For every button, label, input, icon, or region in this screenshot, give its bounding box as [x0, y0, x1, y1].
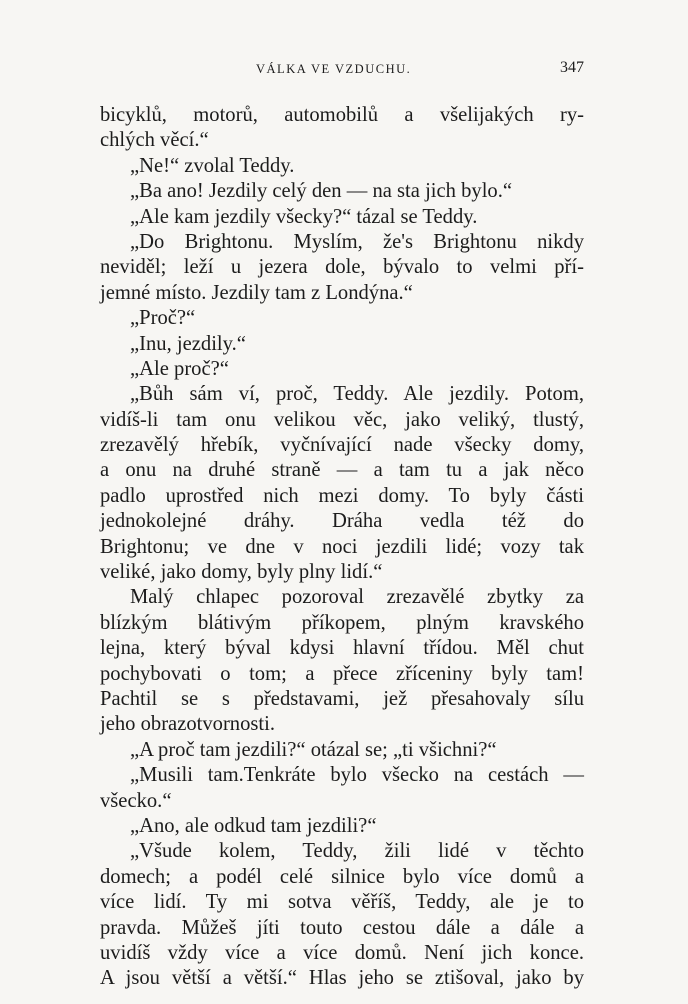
text-line: „A proč tam jezdili?“ otázal se; „ti všichni?“	[130, 738, 497, 761]
text-line: „Do Brightonu. Myslím, že's Brightonu nikdy	[130, 230, 584, 253]
text-line: blízkým blátivým příkopem, plným kravského	[100, 611, 584, 634]
text-line: „Bůh sám ví, proč, Teddy. Ale jezdily. Potom,	[130, 383, 584, 406]
text-line: „Ne!“ zvolal Teddy.	[130, 154, 295, 177]
text-line: „Inu, jezdily.“	[130, 332, 246, 355]
text-line: pravda. Můžeš jíti touto cestou dále a dále a	[100, 916, 584, 939]
page-header	[100, 58, 584, 82]
text-line: zrezavělý hřebík, vyčnívající nade všecky domy,	[100, 434, 584, 457]
body-text	[100, 103, 584, 992]
text-line: Brightonu; ve dne v noci jezdili lidé; vozy tak	[100, 535, 584, 558]
text-line: veliké, jako domy, byly plny lidí.“	[100, 561, 383, 584]
text-line: více lidí. Ty mi sotva věříš, Teddy, ale je to	[100, 891, 584, 914]
page-number: 347	[560, 59, 584, 76]
text-line: jednokolejné dráhy. Dráha vedla též do	[100, 510, 584, 533]
running-title: VÁLKA VE VZDUCHU.	[256, 62, 412, 76]
text-line: všecko.“	[100, 789, 172, 812]
text-line: Pachtil se s představami, jež přesahovaly sílu	[100, 687, 584, 710]
text-line: A jsou větší a větší.“ Hlas jeho se ztišoval, jako by	[100, 967, 584, 990]
text-line: bicyklů, motorů, automobilů a všelijakých ry-	[100, 104, 584, 126]
text-line: Malý chlapec pozoroval zrezavělé zbytky za	[130, 586, 584, 609]
text-line: pochybovati o tom; a přece zříceniny byly tam!	[100, 662, 584, 685]
text-line: jemné místo. Jezdily tam z Londýna.“	[100, 281, 413, 304]
text-line: lejna, který býval kdysi hlavní třídou. Měl chut	[100, 637, 584, 660]
text-line: „Ano, ale odkud tam jezdili?“	[130, 814, 377, 837]
text-line: „Musili tam.Tenkráte bylo všecko na cestách —	[130, 764, 584, 787]
text-line: „Proč?“	[130, 307, 196, 330]
text-line: „Ale kam jezdily všecky?“ tázal se Teddy.	[130, 205, 478, 228]
text-line: a onu na druhé straně — a tam tu a jak něco	[100, 459, 584, 482]
text-line: jeho obrazotvornosti.	[100, 713, 276, 736]
text-line: „Ale proč?“	[130, 357, 229, 380]
text-line: „Ba ano! Jezdily celý den — na sta jich bylo.“	[130, 180, 512, 203]
text-line: uvidíš vždy více a více domů. Není jich konce.	[100, 941, 584, 964]
text-line: „Všude kolem, Teddy, žili lidé v těchto	[130, 840, 584, 863]
text-line: neviděl; leží u jezera dole, bývalo to velmi pří-	[100, 256, 584, 279]
text-line: domech; a podél celé silnice bylo více domů a	[100, 865, 584, 888]
text-line: padlo uprostřed nich mezi domy. To byly části	[100, 484, 584, 507]
text-line: chlých věcí.“	[100, 129, 209, 152]
text-line: vidíš-li tam onu velikou věc, jako veliký, tlustý,	[100, 408, 584, 431]
